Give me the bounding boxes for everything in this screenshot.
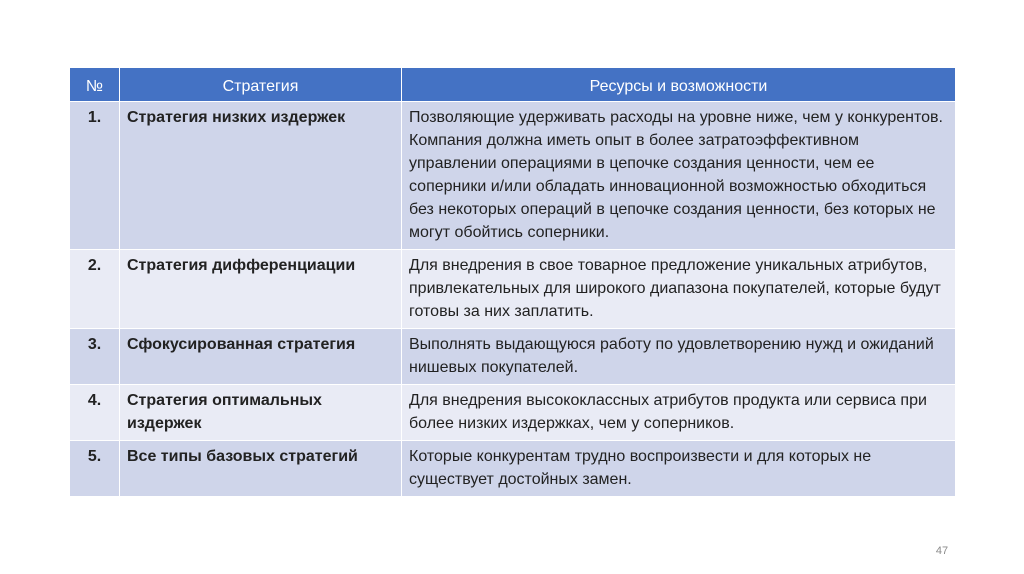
row-number: 1. [70,102,120,250]
table-row [70,250,956,329]
header-number: № [70,68,120,102]
table-header-row [70,68,956,102]
header-resources: Ресурсы и возможности [402,68,956,102]
row-number: 2. [70,250,120,329]
row-strategy: Стратегия дифференциации [120,250,402,329]
row-number: 5. [70,441,120,497]
row-resources: Для внедрения в свое товарное предложение уникальных атрибутов, привлекательных для широкого диапазона покупателей, которые будут готовы за них заплатить. [402,250,956,329]
row-strategy: Стратегия низких издержек [120,102,402,250]
row-number: 3. [70,329,120,385]
page-number: 47 [935,545,949,557]
row-strategy: Стратегия оптимальных издержек [120,385,402,441]
row-resources: Которые конкурентам трудно воспроизвести и для которых не существует достойных замен. [402,441,956,497]
table-row [70,102,956,250]
row-resources: Позволяющие удерживать расходы на уровне ниже, чем у конкурентов. Компания должна иметь опыт в более затратоэффективном управлении операциями в цепочке создания ценности, чем ее соперники и/или обладать инновационной возможностью обходиться без некоторых операций в цепочке создания ценности, без которых не могут обойтись соперники. [402,102,956,250]
row-strategy: Все типы базовых стратегий [120,441,402,497]
table-row [70,441,956,497]
table-row [70,385,956,441]
row-number: 4. [70,385,120,441]
row-resources: Для внедрения высококлассных атрибутов продукта или сервиса при более низких издержках, чем у соперников. [402,385,956,441]
row-resources: Выполнять выдающуюся работу по удовлетворению нужд и ожиданий нишевых покупателей. [402,329,956,385]
strategy-table [69,67,956,497]
table-row [70,329,956,385]
header-strategy: Стратегия [120,68,402,102]
row-strategy: Сфокусированная стратегия [120,329,402,385]
